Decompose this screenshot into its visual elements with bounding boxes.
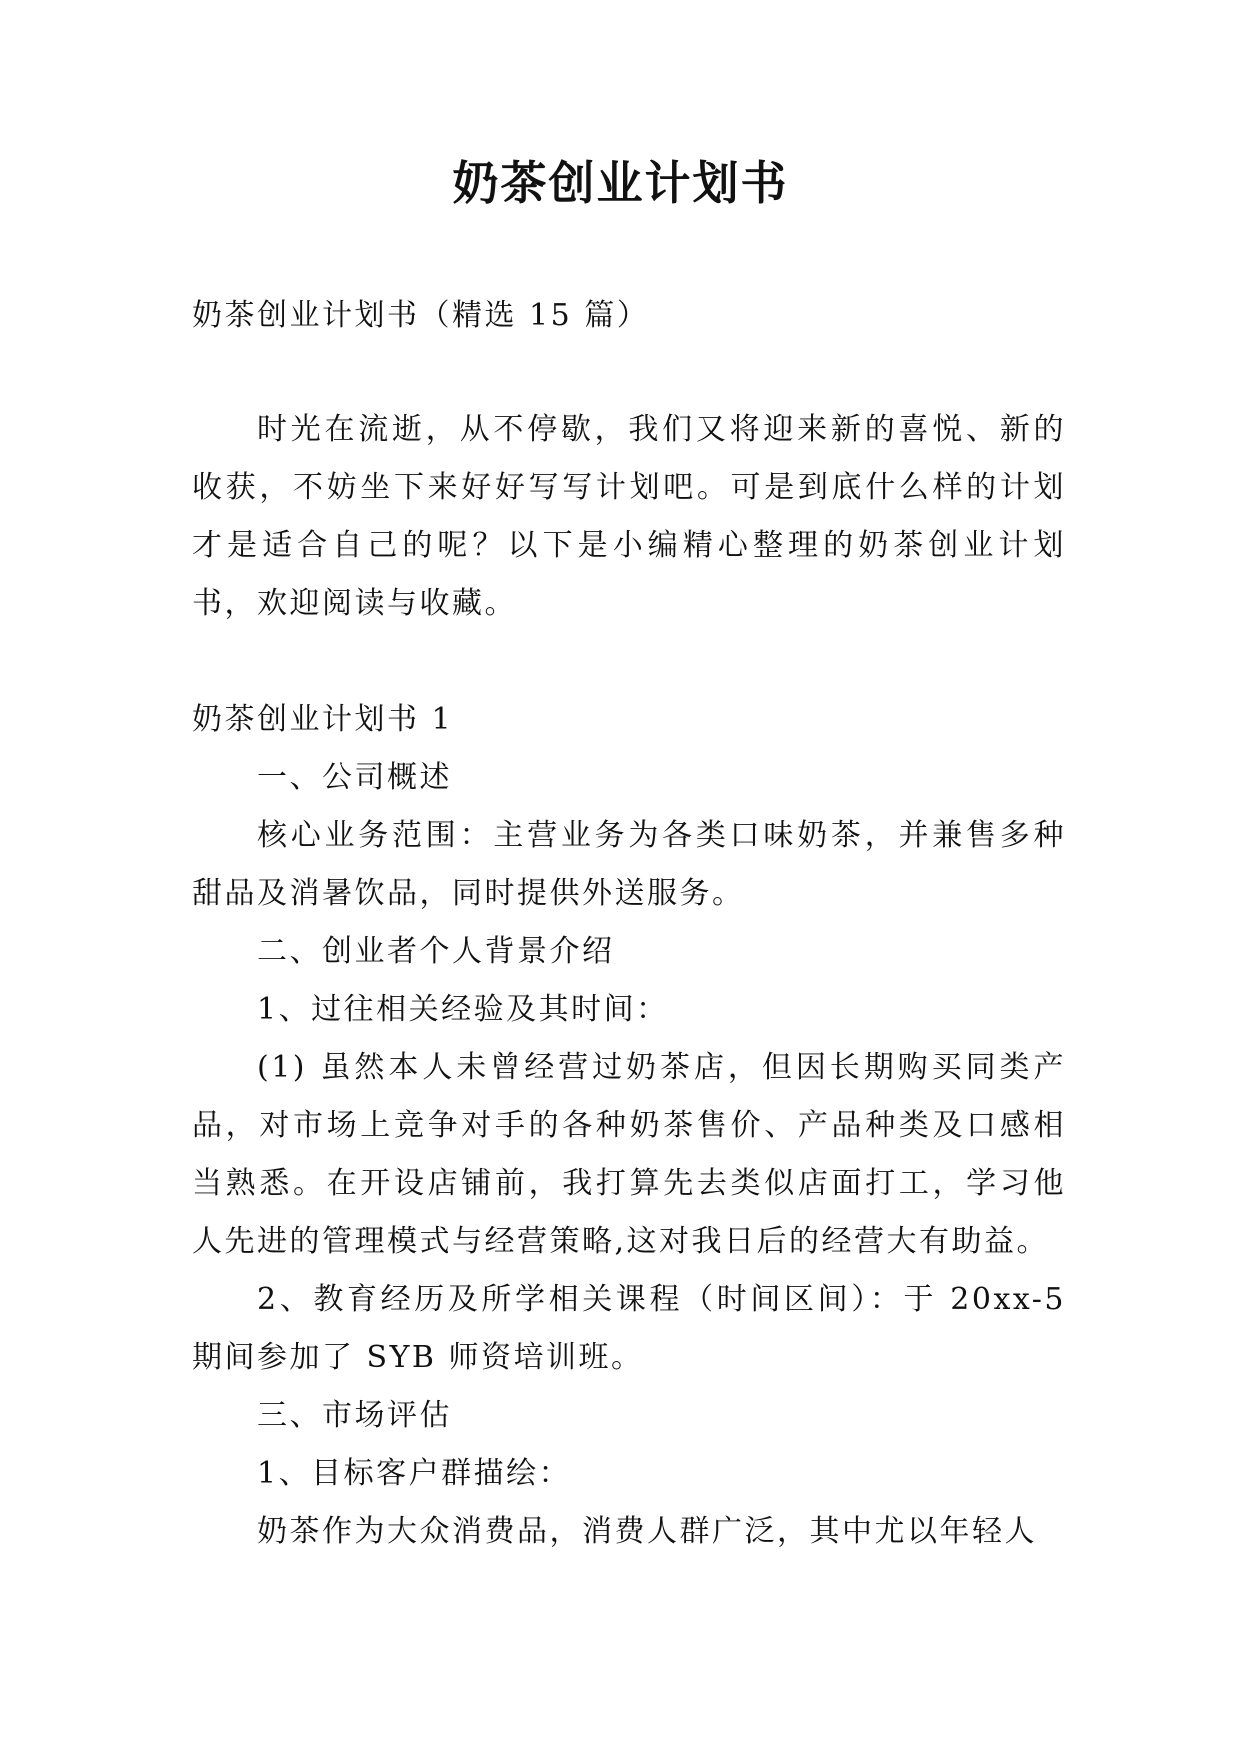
paragraph-customer-description: 奶茶作为大众消费品，消费人群广泛，其中尤以年轻人 xyxy=(257,1514,1037,1549)
document-body xyxy=(192,287,1066,1561)
intro-paragraph: 时光在流逝，从不停歇，我们又将迎来新的喜悦、新的收获，不妨坐下来好好写写计划吧。可是到底什么样的计划才是适合自己的呢？以下是小编精心整理的奶茶创业计划书，欢迎阅读与收藏。 xyxy=(192,412,1066,621)
heading-target-customers: 1、目标客户群描绘： xyxy=(257,1456,572,1491)
paragraph-education: 2、教育经历及所学相关课程（时间区间）：于 20xx-5 期间参加了 SYB 师资培训班。 xyxy=(192,1282,1066,1375)
paragraph-experience-detail: (1) 虽然本人未曾经营过奶茶店，但因长期购买同类产品，对市场上竞争对手的各种奶茶售价、产品种类及口感相当熟悉。在开设店铺前，我打算先去类似店面打工，学习他人先进的管理模式与经营策略,这对我日后的经营大有助益。 xyxy=(192,1050,1066,1259)
paragraph-core-business: 核心业务范围：主营业务为各类口味奶茶，并兼售多种甜品及消暑饮品，同时提供外送服务。 xyxy=(192,818,1066,911)
document-title: 奶茶创业计划书 xyxy=(452,156,789,210)
section-title: 奶茶创业计划书 1 xyxy=(192,702,454,737)
heading-founder-background: 二、创业者个人背景介绍 xyxy=(257,934,615,969)
heading-past-experience: 1、过往相关经验及其时间： xyxy=(257,992,669,1027)
heading-market-assessment: 三、市场评估 xyxy=(257,1398,452,1433)
heading-company-overview: 一、公司概述 xyxy=(257,760,452,795)
document-subtitle: 奶茶创业计划书（精选 15 篇） xyxy=(192,298,650,333)
